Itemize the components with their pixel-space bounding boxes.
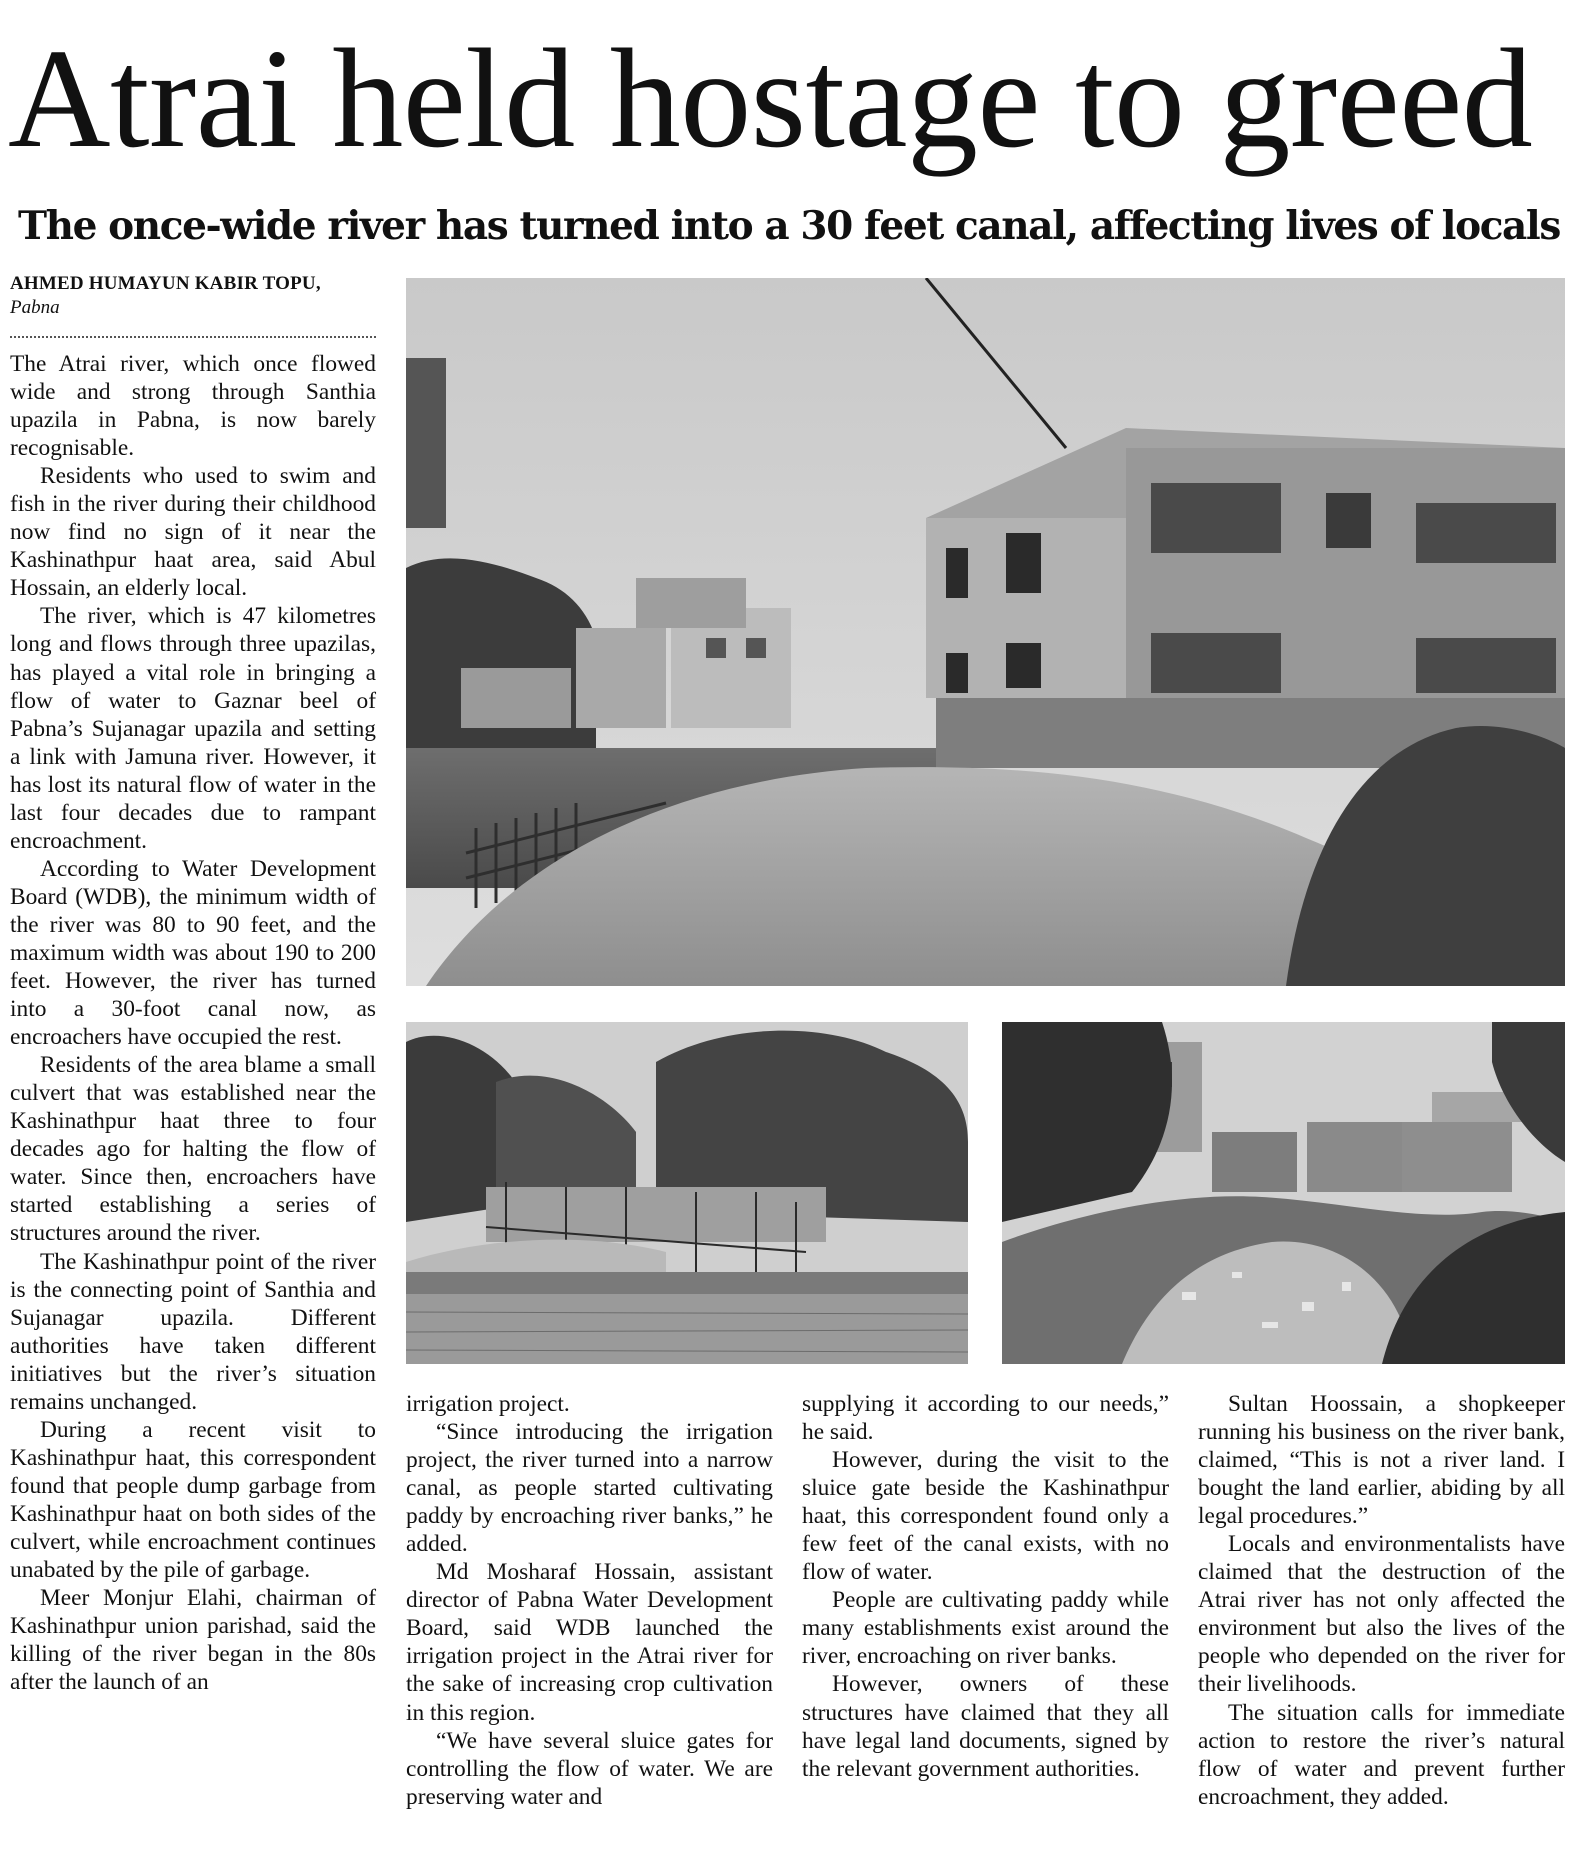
photo-buildings-graphic xyxy=(406,278,1565,986)
paragraph: Sultan Hoossain, a shopkeeper running his business on the river bank, claimed, “This is not a river land. I bought the land earlier, abiding by all legal procedures.” xyxy=(1198,1391,1565,1530)
paragraph: Residents who used to swim and fish in the river during their childhood now find no sign of it near the Kashinathpur haat area, said Abul Hossain, an elderly local. xyxy=(10,463,376,602)
paragraph: Residents of the area blame a small culvert that was established near the Kashinathpur haat three to four decades ago for halting the flow of water. Since then, encroachers have started establishing a series of structures around the river. xyxy=(10,1052,376,1247)
byline-divider xyxy=(10,336,376,338)
paragraph: supplying it according to our needs,” he said. xyxy=(802,1391,1169,1446)
paragraph: The situation calls for immediate action to restore the river’s natural flow of water and prevent further encroachment, they added. xyxy=(1198,1699,1565,1810)
photo-culvert-construction xyxy=(406,1022,968,1364)
paragraph: During a recent visit to Kashinathpur haat, this correspondent found that people dump garbage from Kashinathpur haat on both sides of the culvert, while encroachment continues unabated by the pile of garbage. xyxy=(10,1416,376,1584)
paragraph: Meer Monjur Elahi, chairman of Kashinathpur union parishad, said the killing of the river began in the 80s after the launch of an xyxy=(10,1585,376,1696)
article-column-2 xyxy=(406,1390,773,1811)
paragraph: The Atrai river, which once flowed wide and strong through Santhia upazila in Pabna, is now barely recognisable. xyxy=(10,351,376,462)
byline-location: Pabna xyxy=(10,297,60,318)
paragraph: “We have several sluice gates for controlling the flow of water. We are preserving water and xyxy=(406,1727,773,1810)
byline-author: AHMED HUMAYUN KABIR TOPU, xyxy=(10,273,321,294)
paragraph: People are cultivating paddy while many establishments exist around the river, encroaching on river banks. xyxy=(802,1587,1169,1670)
paragraph: Locals and environmentalists have claimed that the destruction of the Atrai river has not only affected the environment but also the lives of the people who depended on the river for their livelihoods. xyxy=(1198,1531,1565,1698)
article-column-3 xyxy=(802,1390,1169,1783)
article-column-1 xyxy=(10,350,376,1696)
photo-garbage-graphic xyxy=(1002,1022,1565,1364)
paragraph: irrigation project. xyxy=(406,1391,570,1417)
article-column-4 xyxy=(1198,1390,1565,1811)
paragraph: According to Water Development Board (WDB), the minimum width of the river was 80 to 90 feet, and the maximum width was about 190 to 200 feet. However, the river has turned into a 30-foot canal now, as encroachers have occupied the rest. xyxy=(10,855,376,1051)
headline: Atrai held hostage to greed xyxy=(8,19,1533,177)
paragraph: However, owners of these structures have claimed that they all have legal land documents, signed by the relevant government authorities. xyxy=(802,1671,1169,1782)
paragraph: The river, which is 47 kilometres long and flows through three upazilas, has played a vital role in bringing a flow of water to Gaznar beel of Pabna’s Sujanagar upazila and setting a link with Jamuna river. However, it has lost its natural flow of water in the last four decades due to rampant encroachment. xyxy=(10,603,376,854)
paragraph: The Kashinathpur point of the river is the connecting point of Santhia and Sujanagar upazila. Different authorities have taken different initiatives but the river’s situation remains unchanged. xyxy=(10,1248,376,1415)
subheadline: The once-wide river has turned into a 30 feet canal, affecting lives of locals xyxy=(18,203,1560,249)
photo-garbage-pile xyxy=(1002,1022,1565,1364)
paragraph: However, during the visit to the sluice gate beside the Kashinathpur haat, this correspondent found only a few feet of the canal exists, with no flow of water. xyxy=(802,1447,1169,1586)
paragraph: “Since introducing the irrigation project, the river turned into a narrow canal, as people started cultivating paddy by encroaching river banks,” he added. xyxy=(406,1419,773,1558)
paragraph: Md Mosharaf Hossain, assistant director of Pabna Water Development Board, said WDB launched the irrigation project in the Atrai river for the sake of increasing crop cultivation in this region. xyxy=(406,1559,773,1726)
photo-buildings-on-riverbank xyxy=(406,278,1565,986)
byline xyxy=(10,272,378,320)
photo-culvert-graphic xyxy=(406,1022,968,1364)
